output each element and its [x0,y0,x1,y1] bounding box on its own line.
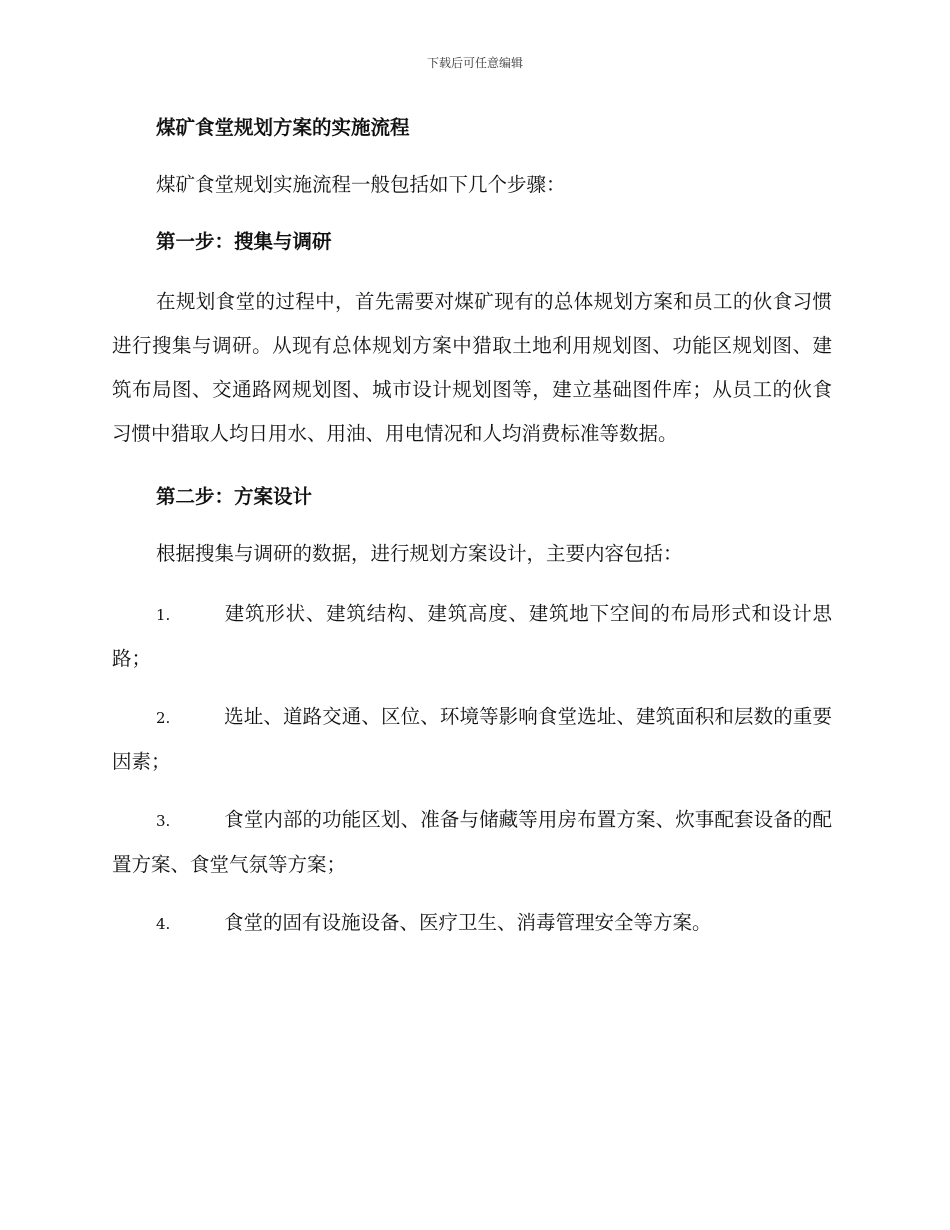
document-body [112,112,832,946]
list-item-text: 选址、道路交通、区位、环境等影响食堂选址、建筑面积和层数的重要因素； [112,705,832,773]
list-item [112,695,832,784]
list-item-text: 食堂的固有设施设备、医疗卫生、消毒管理安全等方案。 [224,911,712,934]
document-title: 煤矿食堂规划方案的实施流程 [156,116,410,139]
list-item-text: 建筑形状、建筑结构、建筑高度、建筑地下空间的布局形式和设计思路； [112,602,832,670]
list-item [112,798,832,887]
list-item-text: 食堂内部的功能区划、准备与储藏等用房布置方案、炊事配套设备的配置方案、食堂气氛等方案； [112,808,832,876]
list-item-number: 2. [156,709,171,727]
step2-heading: 第二步：方案设计 [156,485,313,508]
step2-paragraph: 根据搜集与调研的数据，进行规划方案设计，主要内容包括： [156,542,683,565]
step1-paragraph: 在规划食堂的过程中，首先需要对煤矿现有的总体规划方案和员工的伙食习惯进行搜集与调研。从现有总体规划方案中猎取土地利用规划图、功能区规划图、建筑布局图、交通路网规划图、城市设计规划图等，建立基础图件库；从员工的伙食习惯中猎取人均日用水、用油、用电情况和人均消费标准等数据。 [112,290,832,445]
list-item [112,901,832,946]
step1-heading: 第一步：搜集与调研 [156,230,332,253]
header-note: 下载后可任意编辑 [426,56,523,70]
list-item-number: 1. [156,606,171,624]
intro-paragraph: 煤矿食堂规划实施流程一般包括如下几个步骤： [156,173,566,196]
list-item-number: 4. [156,915,171,933]
list-item [112,592,832,681]
list-item-number: 3. [156,812,171,830]
